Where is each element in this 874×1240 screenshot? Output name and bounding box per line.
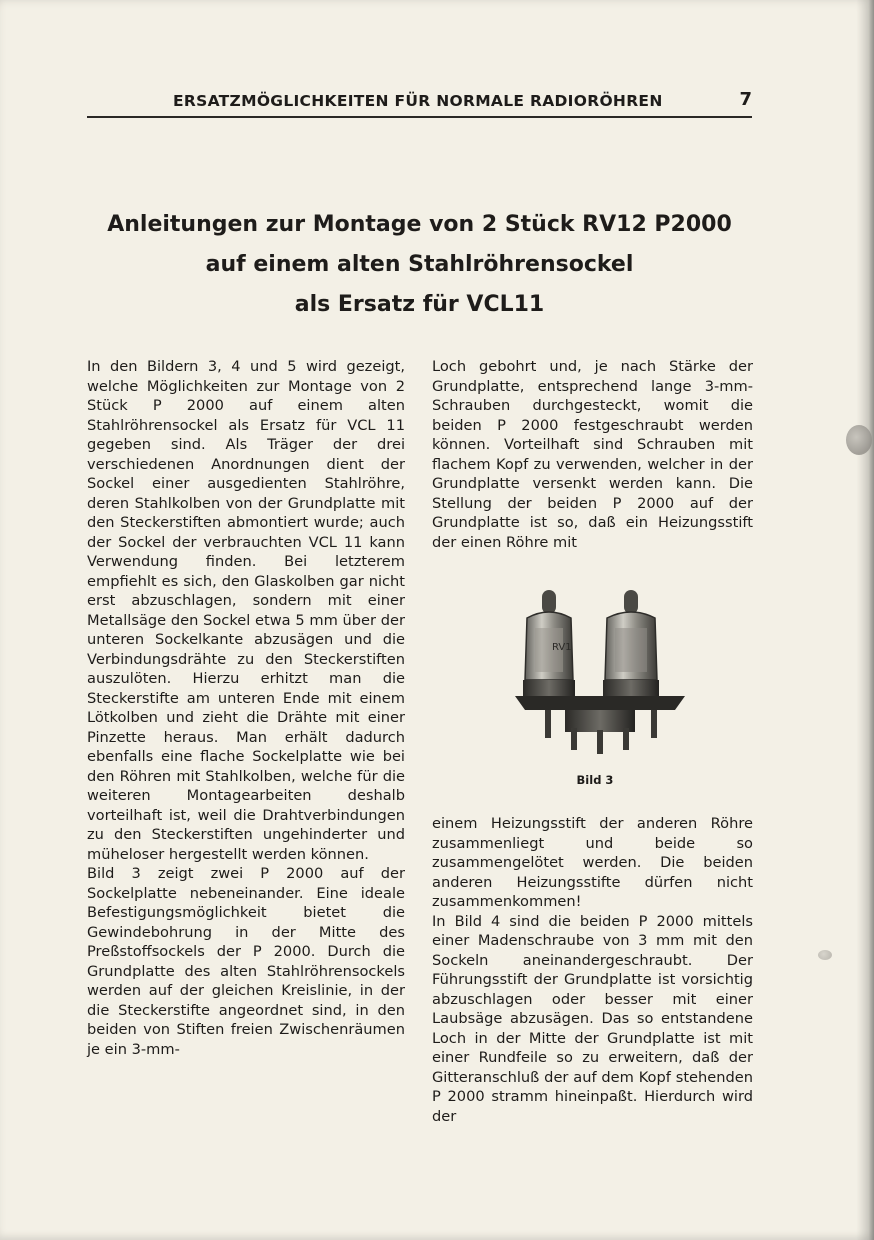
left-paragraph-1: In den Bildern 3, 4 und 5 wird gezeigt, welche Möglichkeiten zur Montage von 2 Stück P 2000 auf einem alten Stahlröhrensockel als Ersatz für VCL 11 gegeben sind. Als Träger der drei verschiedenen Anordnungen dient der Sockel einer ausgedienten Stahlröhre, deren Stahlkolben von der Grundplatte mit den Steckerstiften abmontiert wurde; auch der Sockel der verbrauchten VCL 11 kann Verwendung finden. Bei letzterem empfiehlt es sich, den Glaskolben gar nicht erst abzuschlagen, sondern mit einer Metallsäge den Sockel etwa 5 mm über der unteren Sockelkante abzusägen und die Verbindungsdrähte zu den Steckerstiften auszulöten. Hierzu erhitzt man die Steckerstifte am unteren Ende mit einem Lötkolben und zieht die Drähte mit einer Pinzette heraus. Man erhält dadurch ebenfalls eine flache Sockelplatte wie bei den Röhren mit Stahlkolben, welche für die weiteren Montagearbeiten deshalb vorteilhaft ist, weil die Drahtverbindungen zu den Steckerstiften ungehinderter und müheloser hergestellt werden können. (87, 358, 405, 863)
page-number: 7 (739, 89, 752, 110)
running-title: ERSATZMÖGLICHKEITEN FÜR NORMALE RADIORÖHREN (173, 92, 663, 110)
article-title (87, 205, 752, 325)
title-line-2: auf einem alten Stahlröhrensockel (205, 252, 634, 277)
page-edge-shadow (856, 0, 874, 1240)
tube-label: RV1 (552, 642, 572, 653)
right-bottom-paragraph-2: In Bild 4 sind die beiden P 2000 mittels einer Madenschraube von 3 mm mit den Sockeln aneinandergeschraubt. Der Führungsstift der Grundplatte ist vorsichtig abzuschlagen oder besser mit einer Laubsäge abzusägen. Das so entstandene Loch in der Mitte der Grundplatte ist mit einer Rundfeile so zu erweitern, daß der Gitteranschluß der auf dem Kopf stehenden P 2000 stramm hineinpaßt. Hierdurch wird der (432, 912, 753, 1125)
binder-hole (846, 425, 872, 455)
right-top-paragraph: Loch gebohrt und, je nach Stärke der Grundplatte, entsprechend lange 3-mm-Schrauben durchgesteckt, womit die beiden P 2000 festgeschraubt werden können. Vorteilhaft sind Schrauben mit flachem Kopf zu verwenden, welcher in der Grundplatte versenkt werden kann. Die Stellung der beiden P 2000 auf der Grundplatte ist so, daß ein Heizungsstift der einen Röhre mit (432, 358, 753, 551)
title-line-3: als Ersatz für VCL11 (294, 292, 545, 317)
running-header (87, 90, 752, 118)
figure-bild-3 (505, 588, 695, 768)
right-column-top (432, 357, 753, 552)
paper-mark (818, 950, 832, 960)
left-column (87, 357, 405, 1059)
left-paragraph-2: Bild 3 zeigt zwei P 2000 auf der Sockelplatte nebeneinander. Eine ideale Befestigungsmöglichkeit bietet die Gewindebohrung in der Mitte des Preßstoffsockels der P 2000. Durch die Grundplatte des alten Stahlröhrensockels werden auf der gleichen Kreislinie, in der die Steckerstifte angeordnet sind, in den beiden von Stiften freien Zwischenräumen je ein 3-mm- (87, 865, 405, 1058)
right-tube (603, 590, 659, 696)
figure-caption: Bild 3 (576, 773, 614, 787)
title-line-1: Anleitungen zur Montage von 2 Stück RV12 P2000 (107, 212, 732, 237)
left-tube (523, 590, 575, 696)
right-bottom-paragraph-1: einem Heizungsstift der anderen Röhre zusammenliegt und beide so zusammengelötet werden. Die beiden anderen Heizungsstifte dürfen nicht zusammenkommen! (432, 815, 753, 910)
right-column-bottom (432, 814, 753, 1126)
tube-photo (505, 588, 695, 768)
